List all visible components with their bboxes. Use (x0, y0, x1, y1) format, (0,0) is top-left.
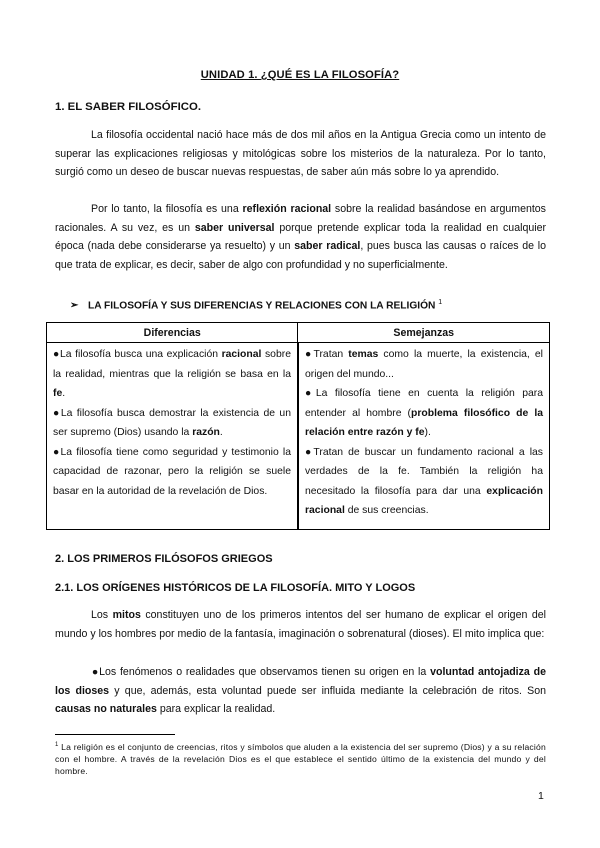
bullet-icon: ● (53, 349, 60, 360)
similarities-cell (298, 343, 550, 530)
page-title: UNIDAD 1. ¿QUÉ ES LA FILOSOFÍA? (200, 69, 400, 81)
bullet-icon: ● (53, 407, 61, 419)
item-text: La filosofía busca una explicación (59, 349, 222, 360)
bold-term: temas (348, 349, 379, 360)
section-1-paragraph-2 (55, 200, 546, 274)
bold-term: razón (192, 427, 220, 438)
paragraph-text: Por lo tanto, la filosofía es una (91, 203, 243, 215)
bold-term: mitos (112, 609, 141, 621)
bullet-icon: ● (91, 666, 100, 678)
item-text: ). (424, 427, 431, 438)
list-item (53, 404, 291, 443)
list-item (53, 443, 291, 502)
comparison-table (46, 322, 550, 530)
table-header-row (47, 323, 550, 343)
column-header-semejanzas: Semejanzas (298, 323, 550, 343)
paragraph-text: , pues busca las causas o raíces de lo que trata de explicar, es decir, saber de algo con profundidad y no superficialmente. (55, 240, 546, 271)
bullet-icon: ● (304, 349, 314, 360)
item-text: . (62, 388, 66, 399)
subsection-heading (70, 299, 442, 311)
item-text: de sus creencias. (344, 505, 429, 516)
paragraph-text: Los (91, 609, 113, 621)
footnote-divider (55, 734, 175, 735)
bold-term: voluntad antojadiza de los dioses (55, 666, 546, 697)
bullet-icon: ● (304, 388, 316, 399)
paragraph-text: Los fenómenos o realidades que observamos tienen su origen en la (99, 666, 431, 678)
bold-term: causas no naturales (55, 703, 157, 715)
bold-term: reflexión racional (242, 203, 332, 215)
list-item (53, 345, 291, 404)
section-1-paragraph-1 (55, 126, 546, 182)
arrow-bullet-icon: ➢ (70, 300, 79, 312)
item-text: La filosofía tiene como seguridad y testimonio la capacidad de razonar, pero la religión se suele basar en la autoridad de la revelación de Dios. (53, 446, 291, 497)
section-2-paragraph-1 (55, 606, 546, 643)
bullet-icon: ● (53, 446, 61, 458)
bold-term: saber universal (194, 221, 275, 234)
bold-term: explicación racional (304, 485, 543, 516)
list-item (305, 443, 543, 521)
page-number: 1 (538, 790, 544, 802)
paragraph-text: y que, además, esta voluntad puede ser influida mediante la celebración de ritos. Son (109, 684, 546, 697)
list-item (305, 384, 543, 443)
paragraph-text: porque pretende explicar toda la realidad en cualquier época (nada debe considerarse ya resuelto) y un (55, 221, 546, 252)
differences-cell (47, 343, 298, 530)
item-text: Tratan de buscar un fundamento racional a las verdades de la fe. También la religión ha necesitado la filosofía para dar una (304, 446, 543, 497)
paragraph-text: La filosofía occidental nació hace más de dos mil años en la Antigua Grecia como un intento de superar las explicaciones religiosas y mitológicas sobre los misterios de la naturaleza. Por lo tanto, surgió como un deseo de buscar nuevas respuestas, de saber aún más sobre lo ya aprendido. (55, 129, 546, 178)
bold-term: racional (221, 349, 262, 360)
subsection-heading-text: LA FILOSOFÍA Y SUS DIFERENCIAS Y RELACIONES CON LA RELIGIÓN (88, 300, 436, 312)
section-2-1-heading: 2.1. LOS ORÍGENES HISTÓRICOS DE LA FILOSOFÍA. MITO Y LOGOS (55, 582, 416, 594)
item-text: Tratan (313, 349, 349, 360)
item-text: como la muerte, la existencia, el origen del mundo... (304, 349, 543, 380)
paragraph-text: constituyen uno de los primeros intentos del ser humano de explicar el origen del mundo y los hombres por medio de la fantasía, imaginación o sobrenatural (dioses). El mito implica que: (55, 609, 546, 640)
section-2-heading: 2. LOS PRIMEROS FILÓSOFOS GRIEGOS (55, 553, 273, 565)
bold-term: fe (53, 388, 63, 399)
item-text: sobre la realidad, mientras que la religión se basa en la (53, 349, 291, 380)
footnote-text: La religión es el conjunto de creencias, ritos y símbolos que aluden a la existencia del ser supremo (Dios) y a su relación con el hombre. A través de la revelación Dios es el que establece el sentido último de la existencia del mundo y del hombre. (55, 741, 546, 776)
item-text: La filosofía tiene en cuenta la religión para entender al hombre ( (304, 388, 543, 419)
section-2-paragraph-2 (55, 663, 546, 719)
item-text: . (219, 427, 223, 438)
item-text: La filosofía busca demostrar la existencia de un ser supremo (Dios) usando la (53, 407, 291, 438)
footnote-reference[interactable]: 1 (438, 299, 443, 306)
bold-term: saber radical (294, 240, 361, 252)
footnote (55, 739, 546, 777)
paragraph-text: sobre la realidad basándose en argumentos racionales. A su vez, es un (55, 203, 546, 234)
paragraph-text: para explicar la realidad. (156, 703, 276, 715)
section-1-heading: 1. EL SABER FILOSÓFICO. (55, 101, 201, 113)
bold-term: problema filosófico de la relación entre razón y fe (304, 407, 543, 438)
bullet-icon: ● (304, 446, 314, 458)
table-row (47, 343, 550, 530)
footnote-number: 1 (55, 742, 59, 748)
column-header-diferencias: Diferencias (47, 323, 298, 343)
list-item (305, 345, 543, 384)
